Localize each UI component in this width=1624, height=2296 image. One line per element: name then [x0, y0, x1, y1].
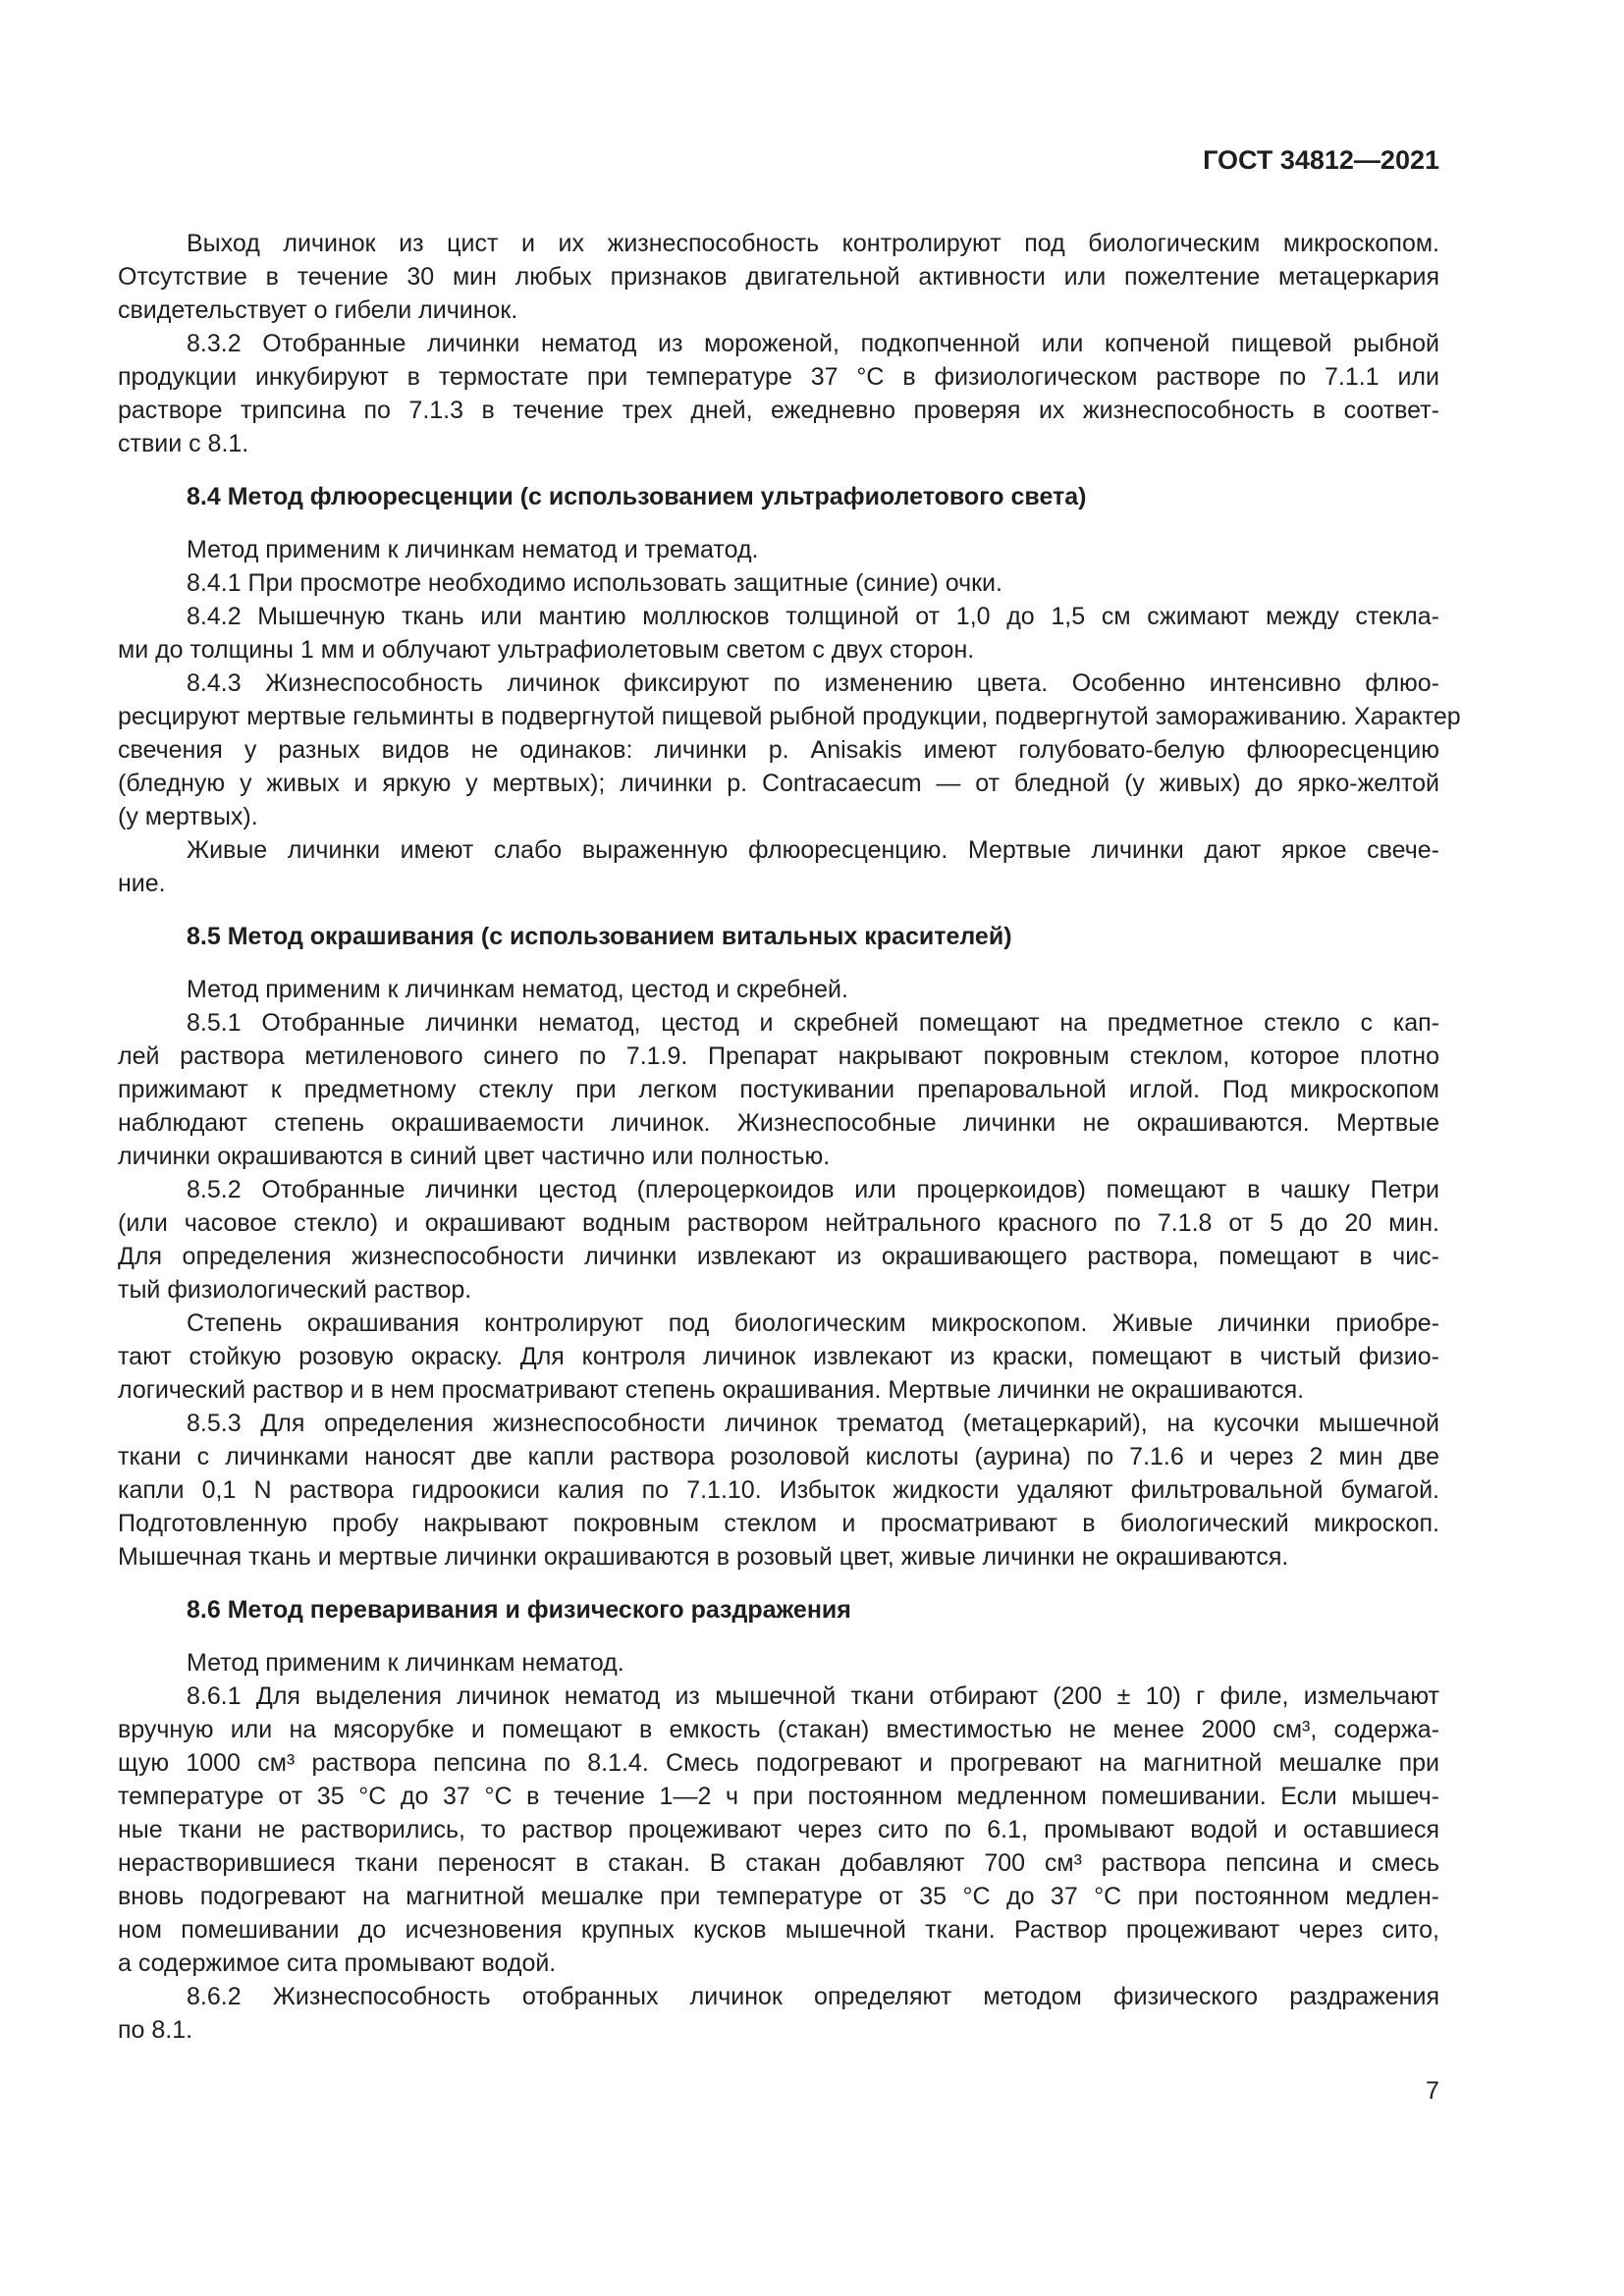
- paragraph: [118, 600, 1439, 667]
- paragraph: [118, 1407, 1439, 1574]
- paragraph-line: 8.6.2 Жизнеспособность отобранных личинок определяют методом физического раздражения: [187, 1983, 1439, 2010]
- paragraph: [118, 1680, 1439, 1980]
- paragraph-line: щую 1000 см³ раствора пепсина по 8.1.4. Смесь подогревают и прогревают на магнитной мешалке при: [118, 1749, 1439, 1777]
- paragraph: [118, 1307, 1439, 1407]
- paragraph-line: Живые личинки имеют слабо выраженную флюоресценцию. Мертвые личинки дают яркое свече-: [187, 836, 1439, 864]
- paragraph: [118, 1173, 1439, 1307]
- paragraph-line: капли 0,1 N раствора гидроокиси калия по 7.1.10. Избыток жидкости удаляют фильтровальной бумагой.: [118, 1476, 1439, 1504]
- paragraph-line: 8.4.3 Жизнеспособность личинок фиксируют по изменению цвета. Особенно интенсивно флюо-: [187, 669, 1439, 697]
- paragraph: [118, 667, 1461, 833]
- section-heading: 8.6 Метод переваривания и физического раздражения: [187, 1596, 851, 1624]
- paragraph-line: растворе трипсина по 7.1.3 в течение трех дней, ежедневно проверяя их жизнеспособность в соответ-: [118, 397, 1439, 424]
- paragraph: [118, 1980, 1439, 2047]
- paragraph-line: ные ткани не растворились, то раствор процеживают через сито по 6.1, промывают водой и оставшиеся: [118, 1816, 1439, 1843]
- paragraph-line: нерастворившиеся ткани переносят в стакан. В стакан добавляют 700 см³ раствора пепсина и смесь: [118, 1849, 1439, 1877]
- section-heading: 8.4 Метод флюоресценции (с использованием ультрафиолетового света): [187, 483, 1087, 510]
- paragraph-line: Степень окрашивания контролируют под биологическим микроскопом. Живые личинки приобре-: [187, 1309, 1439, 1337]
- paragraph-line: Для определения жизнеспособности личинки извлекают из окрашивающего раствора, помещают в чис-: [118, 1243, 1439, 1270]
- paragraph-line: Метод применим к личинкам нематод.: [187, 1649, 624, 1677]
- section-heading: 8.5 Метод окрашивания (с использованием витальных красителей): [187, 923, 1012, 950]
- paragraph-line: вручную или на мясорубке и помещают в емкость (стакан) вместимостью не менее 2000 см³, содержа-: [118, 1716, 1439, 1743]
- paragraph-line: 8.5.3 Для определения жизнеспособности личинок трематод (метацеркарий), на кусочки мышечной: [187, 1410, 1439, 1437]
- paragraph-line: по 8.1.: [118, 2016, 193, 2044]
- paragraph-line: свидетельствует о гибели личинок.: [118, 296, 518, 324]
- paragraph-line: вновь подогревают на магнитной мешалке при температуре от 35 °С до 37 °С при постоянном медлен-: [118, 1883, 1439, 1910]
- paragraph-line: тают стойкую розовую окраску. Для контроля личинок извлекают из краски, помещают в чистый физио-: [118, 1343, 1439, 1370]
- paragraph-line: а содержимое сита промывают водой.: [118, 1949, 557, 1977]
- paragraph-line: 8.5.1 Отобранные личинки нематод, цестод и скребней помещают на предметное стекло с кап-: [187, 1009, 1439, 1037]
- paragraph-line: логический раствор и в нем просматривают степень окрашивания. Мертвые личинки не окрашиваются.: [118, 1376, 1305, 1404]
- paragraph-line: лей раствора метиленового синего по 7.1.9. Препарат накрывают покровным стеклом, которое плотно: [118, 1042, 1439, 1070]
- paragraph: [118, 533, 1439, 566]
- paragraph: [118, 227, 1439, 327]
- paragraph-line: 8.6.1 Для выделения личинок нематод из мышечной ткани отбирают (200 ± 10) г филе, измельчают: [187, 1682, 1439, 1710]
- paragraph-line: наблюдают степень окрашиваемости личинок. Жизнеспособные личинки не окрашиваются. Мертвые: [118, 1109, 1439, 1137]
- paragraph-line: ми до толщины 1 мм и облучают ультрафиолетовым светом с двух сторон.: [118, 636, 975, 664]
- paragraph-line: продукции инкубируют в термостате при температуре 37 °С в физиологическом растворе по 7.1.1 или: [118, 363, 1439, 391]
- paragraph-line: ние.: [118, 870, 166, 897]
- paragraph: [118, 973, 1439, 1006]
- paragraph-line: Метод применим к личинкам нематод, цестод и скребней.: [187, 976, 848, 1003]
- paragraph-line: Выход личинок из цист и их жизнеспособность контролируют под биологическим микроскопом.: [187, 230, 1439, 257]
- paragraph: [118, 327, 1439, 460]
- paragraph-line: Отсутствие в течение 30 мин любых признаков двигательной активности или пожелтение метацеркария: [118, 263, 1439, 291]
- paragraph-line: Мышечная ткань и мертвые личинки окрашиваются в розовый цвет, живые личинки не окрашиваются.: [118, 1543, 1289, 1571]
- paragraph-line: личинки окрашиваются в синий цвет частично или полностью.: [118, 1143, 831, 1170]
- paragraph-line: ресцируют мертвые гельминты в подвергнутой пищевой рыбной продукции, подвергнутой замораживанию. Характер: [118, 703, 1461, 730]
- paragraph-line: 8.3.2 Отобранные личинки нематод из мороженой, подкопченной или копченой пищевой рыбной: [187, 330, 1439, 357]
- document-body: [118, 227, 1461, 2047]
- paragraph-line: Метод применим к личинкам нематод и трематод.: [187, 536, 759, 563]
- paragraph-line: ткани с личинками наносят две капли раствора розоловой кислоты (аурина) по 7.1.6 и через 2 мин две: [118, 1443, 1439, 1470]
- paragraph-line: ствии с 8.1.: [118, 430, 249, 457]
- document-header-id: ГОСТ 34812—2021: [1203, 145, 1439, 175]
- paragraph-line: (бледную у живых и яркую у мертвых); личинки р. Contracaecum — от бледной (у живых) до ярко-желтой: [118, 770, 1439, 797]
- page-number: 7: [1426, 2077, 1439, 2105]
- paragraph-line: (у мертвых).: [118, 803, 258, 830]
- paragraph-line: температуре от 35 °С до 37 °С в течение 1—2 ч при постоянном медленном помешивании. Если мышеч-: [118, 1783, 1439, 1810]
- paragraph-line: 8.4.1 При просмотре необходимо использовать защитные (синие) очки.: [187, 569, 1002, 597]
- paragraph-line: 8.4.2 Мышечную ткань или мантию моллюсков толщиной от 1,0 до 1,5 см сжимают между стекла-: [187, 603, 1439, 630]
- paragraph: [118, 566, 1439, 600]
- paragraph-line: свечения у разных видов не одинаков: личинки р. Anisakis имеют голубовато-белую флюоресценцию: [118, 736, 1439, 764]
- paragraph-line: (или часовое стекло) и окрашивают водным раствором нейтрального красного по 7.1.8 от 5 до 20 мин.: [118, 1209, 1439, 1237]
- paragraph: [118, 1646, 1439, 1680]
- paragraph-line: тый физиологический раствор.: [118, 1276, 472, 1304]
- paragraph: [118, 1006, 1439, 1173]
- paragraph: [118, 833, 1439, 900]
- paragraph-line: Подготовленную пробу накрывают покровным стеклом и просматривают в биологический микроскоп.: [118, 1510, 1439, 1537]
- paragraph-line: ном помешивании до исчезновения крупных кусков мышечной ткани. Раствор процеживают через сито,: [118, 1916, 1439, 1944]
- paragraph-line: 8.5.2 Отобранные личинки цестод (плероцеркоидов или процеркоидов) помещают в чашку Петри: [187, 1176, 1439, 1203]
- paragraph-line: прижимают к предметному стеклу при легком постукивании препаровальной иглой. Под микроскопом: [118, 1076, 1439, 1103]
